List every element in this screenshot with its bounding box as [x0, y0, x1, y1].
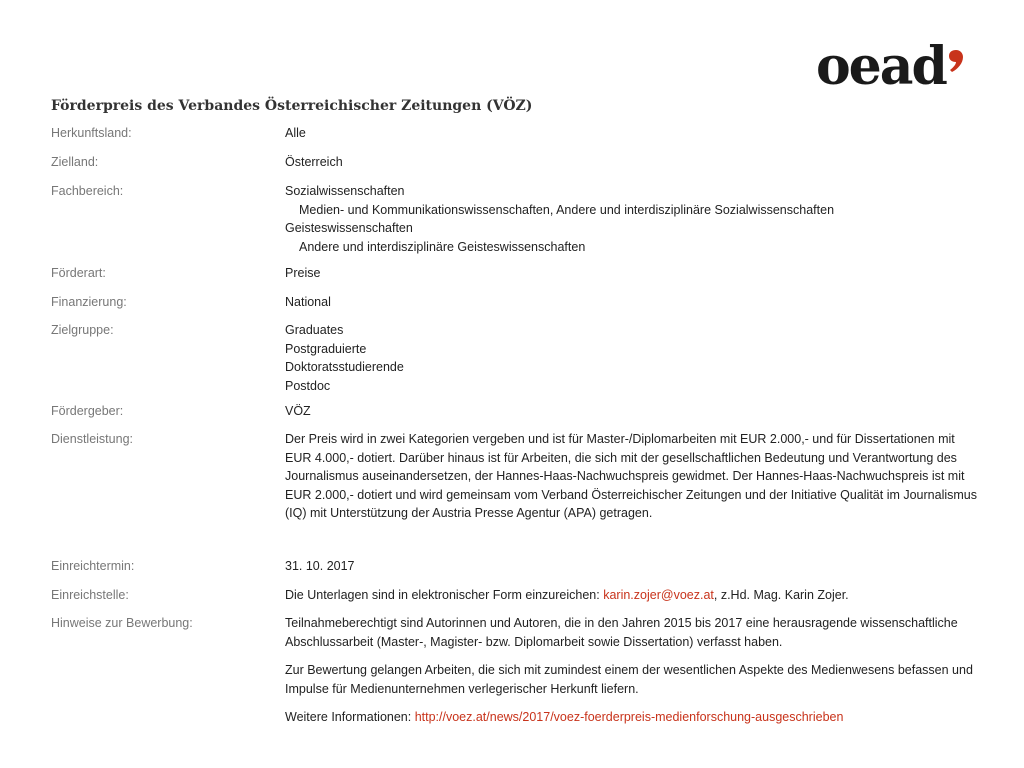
zielland-value: Österreich — [285, 155, 343, 169]
zielgruppe-item: Graduates — [285, 323, 344, 337]
row-finanzierung — [51, 293, 981, 321]
row-foerderart — [51, 264, 981, 293]
dienstleistung-label: Dienstleistung: — [51, 432, 133, 446]
foerdergeber-value: VÖZ — [285, 404, 311, 418]
fachbereich-label: Fachbereich: — [51, 184, 124, 198]
more-info-link[interactable]: http://voez.at/news/2017/voez-foerderpreis-medienforschung-ausgeschrieben — [414, 710, 844, 725]
row-dienstleistung — [51, 430, 981, 557]
hinweise-value — [285, 614, 981, 727]
finanzierung-label: Finanzierung: — [51, 295, 127, 309]
einreichstelle-text: Die Unterlagen sind in elektronischer Form einzureichen: — [285, 588, 604, 602]
more-info-line — [285, 708, 981, 727]
contact-email-link[interactable]: karin.zojer@voez.at — [603, 588, 714, 602]
zielgruppe-item: Postdoc — [285, 378, 331, 393]
einreichtermin-value: 31. 10. 2017 — [285, 559, 355, 573]
fachbereich-subline: Medien- und Kommunikationswissenschaften, Andere und interdisziplinäre Sozialwissenschaften — [299, 202, 835, 217]
herkunftsland-label: Herkunftsland: — [51, 126, 132, 140]
zielgruppe-value — [285, 321, 981, 402]
fachbereich-line: Geisteswissenschaften — [285, 221, 413, 236]
hinweise-paragraph: Teilnahmeberechtigt sind Autorinnen und Autoren, die in den Jahren 2015 bis 2017 eine herausragende wissenschaftliche Abschlussarbeit (Master-, Magister- bzw. Diplomarbeit sowie Dissertation) verfasst haben. — [285, 616, 958, 649]
zielgruppe-label: Zielgruppe: — [51, 323, 114, 337]
row-zielgruppe — [51, 321, 981, 402]
row-foerdergeber — [51, 402, 981, 430]
zielgruppe-item: Doktoratsstudierende — [285, 360, 404, 375]
einreichtermin-label: Einreichtermin: — [51, 559, 135, 573]
row-hinweise — [51, 614, 981, 727]
details-table — [51, 124, 981, 727]
dienstleistung-value: Der Preis wird in zwei Kategorien vergeben und ist für Master-/Diplomarbeiten mit EUR 2.000,- und für Dissertationen mit EUR 4.000,- dotiert. Darüber hinaus ist für Arbeiten, die sich mit der gesellschaftlichen Bedeutung und Verantwortung des Journalismus auseinandersetzen, der Hannes-Haas-Nachwuchspreis gewidmet. Der Hannes-Haas-Nachwuchspreis ist mit EUR 2.000,- dotiert und wird gemeinsam vom Verband Österreichischer Zeitungen und der Initiative Qualität im Journalismus (IQ) mit Unterstützung der Austria Presse Agentur (APA) getragen. — [285, 432, 977, 521]
row-einreichtermin — [51, 557, 981, 586]
foerderart-label: Förderart: — [51, 266, 106, 280]
fachbereich-subline: Andere und interdisziplinäre Geisteswissenschaften — [299, 239, 586, 254]
finanzierung-value: National — [285, 295, 331, 309]
row-einreichstelle — [51, 586, 981, 614]
einreichstelle-label: Einreichstelle: — [51, 588, 129, 602]
row-fachbereich — [51, 182, 981, 264]
foerderart-value: Preise — [285, 266, 321, 280]
page-title: Förderpreis des Verbandes Österreichischer Zeitungen (VÖZ) — [51, 98, 533, 114]
logo-wordmark: oead — [816, 36, 946, 97]
more-info-label: Weitere Informationen: — [285, 710, 415, 725]
row-herkunftsland — [51, 124, 981, 153]
hinweise-label: Hinweise zur Bewerbung: — [51, 616, 193, 630]
einreichstelle-value — [285, 586, 981, 614]
zielland-label: Zielland: — [51, 155, 99, 169]
row-zielland — [51, 153, 981, 182]
zielgruppe-item: Postgraduierte — [285, 341, 367, 356]
oead-logo — [816, 36, 963, 97]
fachbereich-value — [285, 182, 981, 264]
herkunftsland-value: Alle — [285, 126, 306, 140]
foerdergeber-label: Fördergeber: — [51, 404, 124, 418]
hinweise-paragraph: Zur Bewertung gelangen Arbeiten, die sich mit zumindest einem der wesentlichen Aspekte des Medienwesens befassen und Impulse für Medienunternehmen verlegerischer Herkunft liefern. — [285, 663, 973, 696]
logo-apostrophe-mark — [949, 50, 963, 72]
fachbereich-line: Sozialwissenschaften — [285, 184, 405, 198]
einreichstelle-suffix: , z.Hd. Mag. Karin Zojer. — [713, 588, 849, 602]
